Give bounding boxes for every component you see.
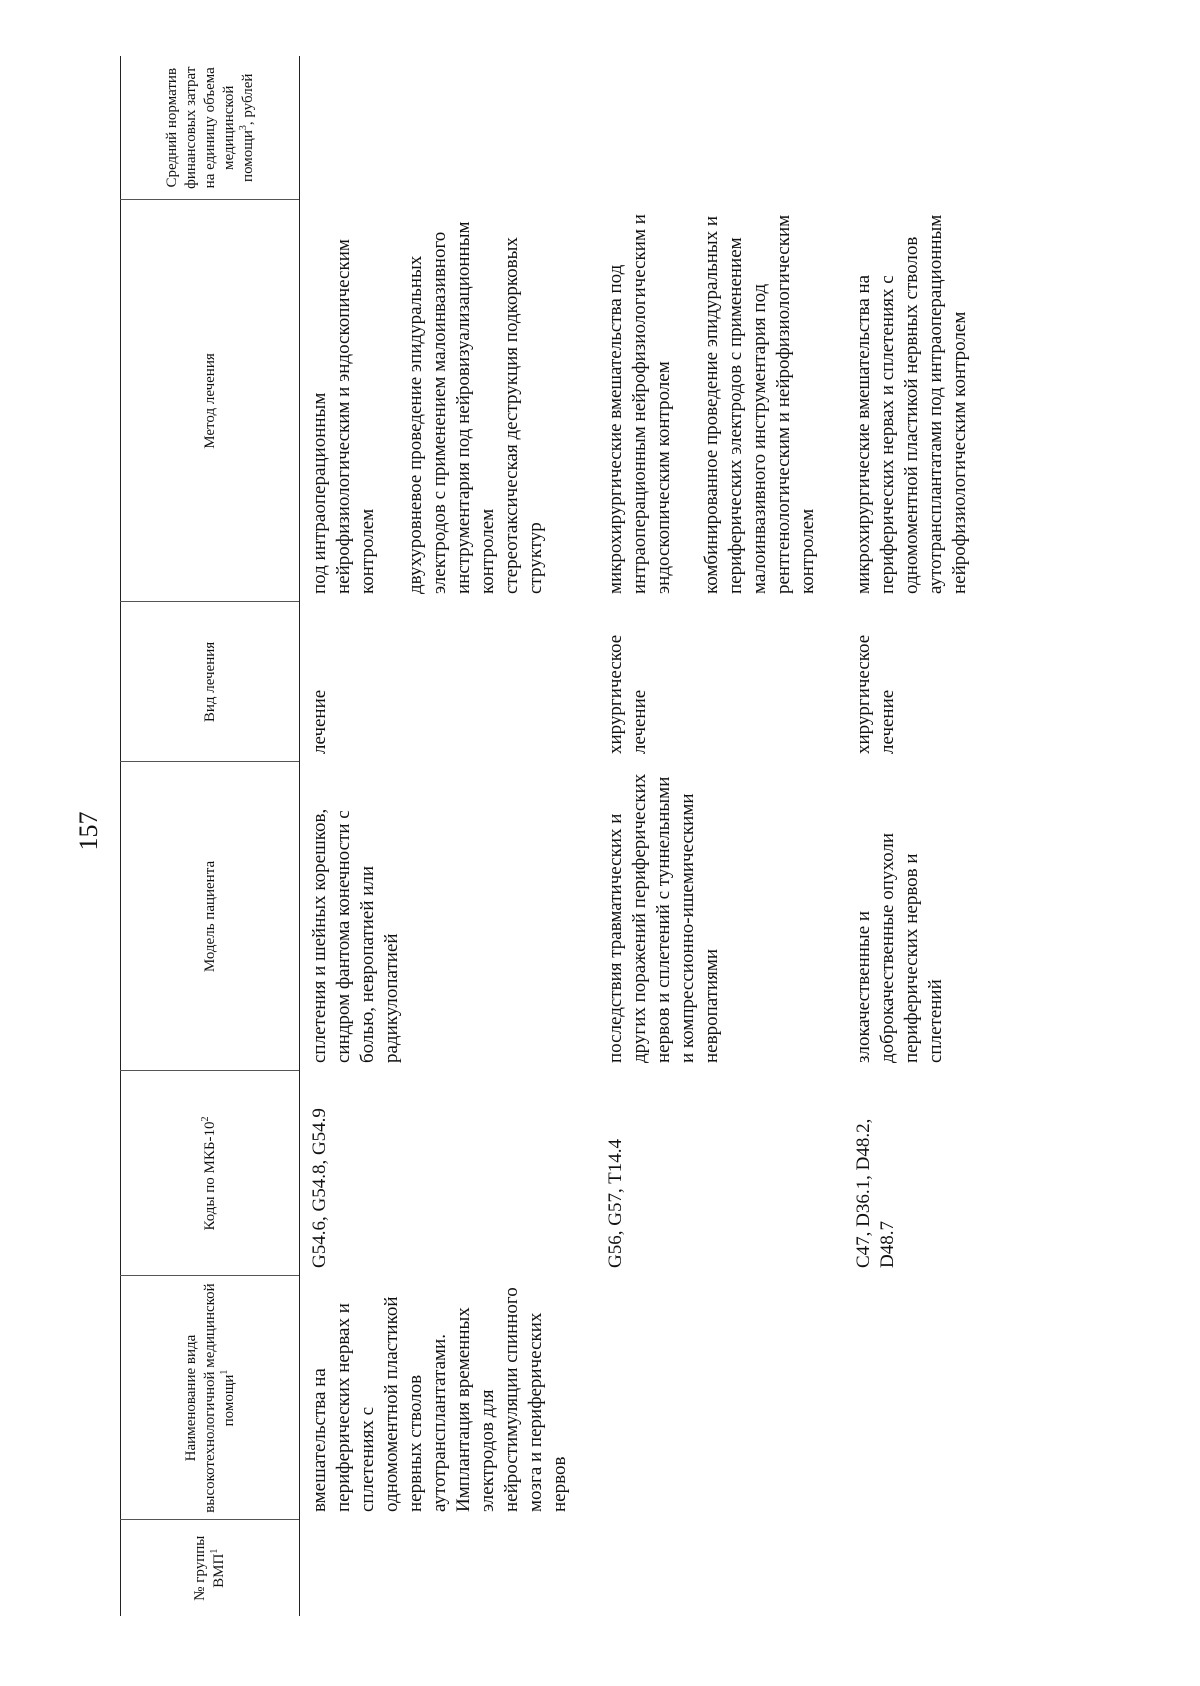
method-item: двухуровневое проведение эпидуральных электродов с применением малоинвазивного инструментария под нейровизуализационным контролем [405,221,498,594]
header-codes: Коды по МКБ-$10^2$ [121,1071,300,1276]
cell-type: хирургическое лечение [605,634,650,754]
cell-name [838,1276,990,1520]
cell-codes: G56, G57, T14.4 [605,1139,626,1268]
cell-codes: C47, D36.1, D48.2, D48.7 [853,1118,898,1268]
method-item: под интраоперационным нейрофизиологическим и эндоскопическим контролем [309,239,378,594]
header-group: № группы ВМП$^1$ [121,1520,300,1616]
cell-codes: G54.6, G54.8, G54.9 [309,1108,330,1268]
cell-cost [838,56,990,200]
header-name: Наименование вида высокотехнологичной медицинской помощи$^1$ [121,1276,300,1520]
cell-method [300,200,591,602]
header-cost: Средний норматив финансовых затрат на единицу объема медицинской помощи$^3$, рублей [121,56,300,200]
cell-group [590,1520,838,1616]
page-number: 157 [74,811,103,851]
cell-name: вмешательства на периферических нервах и сплетениях с одномоментной пластикой нервных стволов аутотрансплантатами. Имплантация временных электродов для нейростимуляции спинного мозга и периферических нервов [309,1287,570,1512]
cell-model: злокачественные и доброкачественные опухоли периферических нервов и сплетений [853,832,946,1063]
header-type: Вид лечения [121,602,300,762]
method-item: стереотаксическая деструкция подкорковых структур [501,237,546,594]
cell-type: лечение [309,689,330,754]
method-item: комбинированное проведение эпидуральных и периферических электродов с применением малоинвазивного инструментария под рентгенологическим и нейрофизиологическим контролем [701,214,818,594]
table-row [590,56,838,1616]
header-row [121,56,300,1616]
cell-cost [300,56,591,200]
cell-group [300,1520,591,1616]
method-item: микрохирургические вмешательства под интраоперационным нейрофизиологическим и эндоскопическим контролем [605,214,674,594]
cell-model: последствия травматических и других поражений периферических нервов и сплетений с туннельными и компрессионно-ишемическими невропатиями [605,773,722,1063]
method-item: микрохирургические вмешательства на периферических нервах и сплетениях с одномоментной пластикой нервных стволов аутотрансплантатами под интраоперационным нейрофизиологическим контролем [853,214,970,594]
table-row [838,56,990,1616]
cell-group [838,1520,990,1616]
cell-method [838,200,990,602]
vmp-table [120,56,990,1616]
cell-cost [590,56,838,200]
header-method: Метод лечения [121,200,300,602]
cell-model: сплетения и шейных корешков, синдром фантома конечности с болью, невропатией или радикулопатией [309,808,402,1063]
cell-type: хирургическое лечение [853,634,898,754]
header-model: Модель пациента [121,762,300,1071]
cell-method [590,200,838,602]
cell-name [590,1276,838,1520]
table-row [300,56,591,1616]
